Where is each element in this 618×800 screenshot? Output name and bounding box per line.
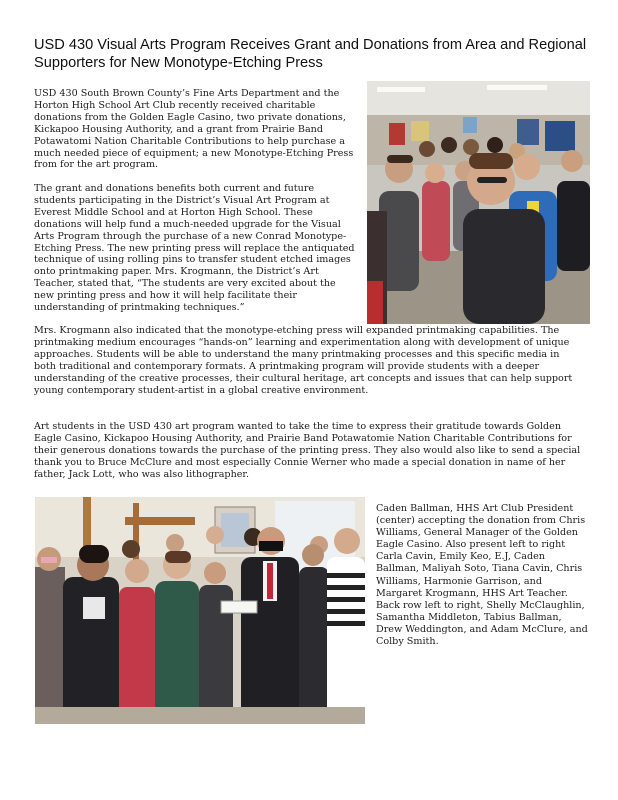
photo-caption: Caden Ballman, HHS Art Club President (center) accepting the donation from Chris Williams, General Manager of the Golden Eagle Casino. Also present left to right Carla Cavin, Emily Keo, E.J, Caden Ballman, Maliyah Soto, Tiana Cavin, Chris Williams, Harmonie Garrison, and Margaret Krogmann, HHS Art Teacher. Back row left to right, Shelly McClaughlin, Samantha Middleton, Tabius Ballman, Drew Weddington, and Adam McClure, and Colby Smith. xyxy=(376,503,588,648)
classroom-selfie-photo xyxy=(367,81,590,324)
article-paragraph-2: The grant and donations benefits both current and future students participating in the District’s Visual Art Program at Everest Middle School and at Horton High School. These donations will help fund a much-needed upgrade for the Visual Arts Program through the purchase of a new Conrad Monotype-Etching Press. The new printing press will replace the antiquated technique of using rolling pins to transfer student etched images onto printmaking paper. Mrs. Krogmann, the District’s Art Teacher, stated that, “The students are very excited about the new printing press and how it will help facilitate their understanding of printmaking techniques.” xyxy=(34,183,355,314)
donation-group-photo xyxy=(35,497,365,724)
article-paragraph-4: Art students in the USD 430 art program wanted to take the time to express their gratitude towards Golden Eagle Casino, Kickapoo Housing Authority, and Prairie Band Potawatomie Nation Charitable Contributions for their generous donations towards the purchase of the printing press. They also would also like to send a special thank you to Bruce McClure and most especially Connie Werner who made a special donation in name of her father, Jack Lott, who was also lithographer. xyxy=(34,421,581,480)
article-paragraph-1: USD 430 South Brown County’s Fine Arts Department and the Horton High School Art Club recently received charitable donations from the Golden Eagle Casino, two private donations, Kickapoo Housing Authority, and a grant from Prairie Band Potawatomi Nation Charitable Contributions to help purchase a much needed piece of equipment; a new Monotype-Etching Press from for the art program. xyxy=(34,88,354,171)
article-title: USD 430 Visual Arts Program Receives Grant and Donations from Area and Regional Supporters for New Monotype-Etching Press xyxy=(34,37,587,71)
article-paragraph-3: Mrs. Krogmann also indicated that the monotype-etching press will expanded printmaking capabilities. The printmaking medium encourages “hands-on” learning and experimentation along with development of unique approaches. Students will be able to understand the many printmaking processes and this specific media in both traditional and contemporary formats. A printmaking program will provide students with a deeper understanding of the creative processes, their cultural heritage, art concepts and issues that can help support young contemporary student-artist in a global creative environment. xyxy=(34,325,573,396)
